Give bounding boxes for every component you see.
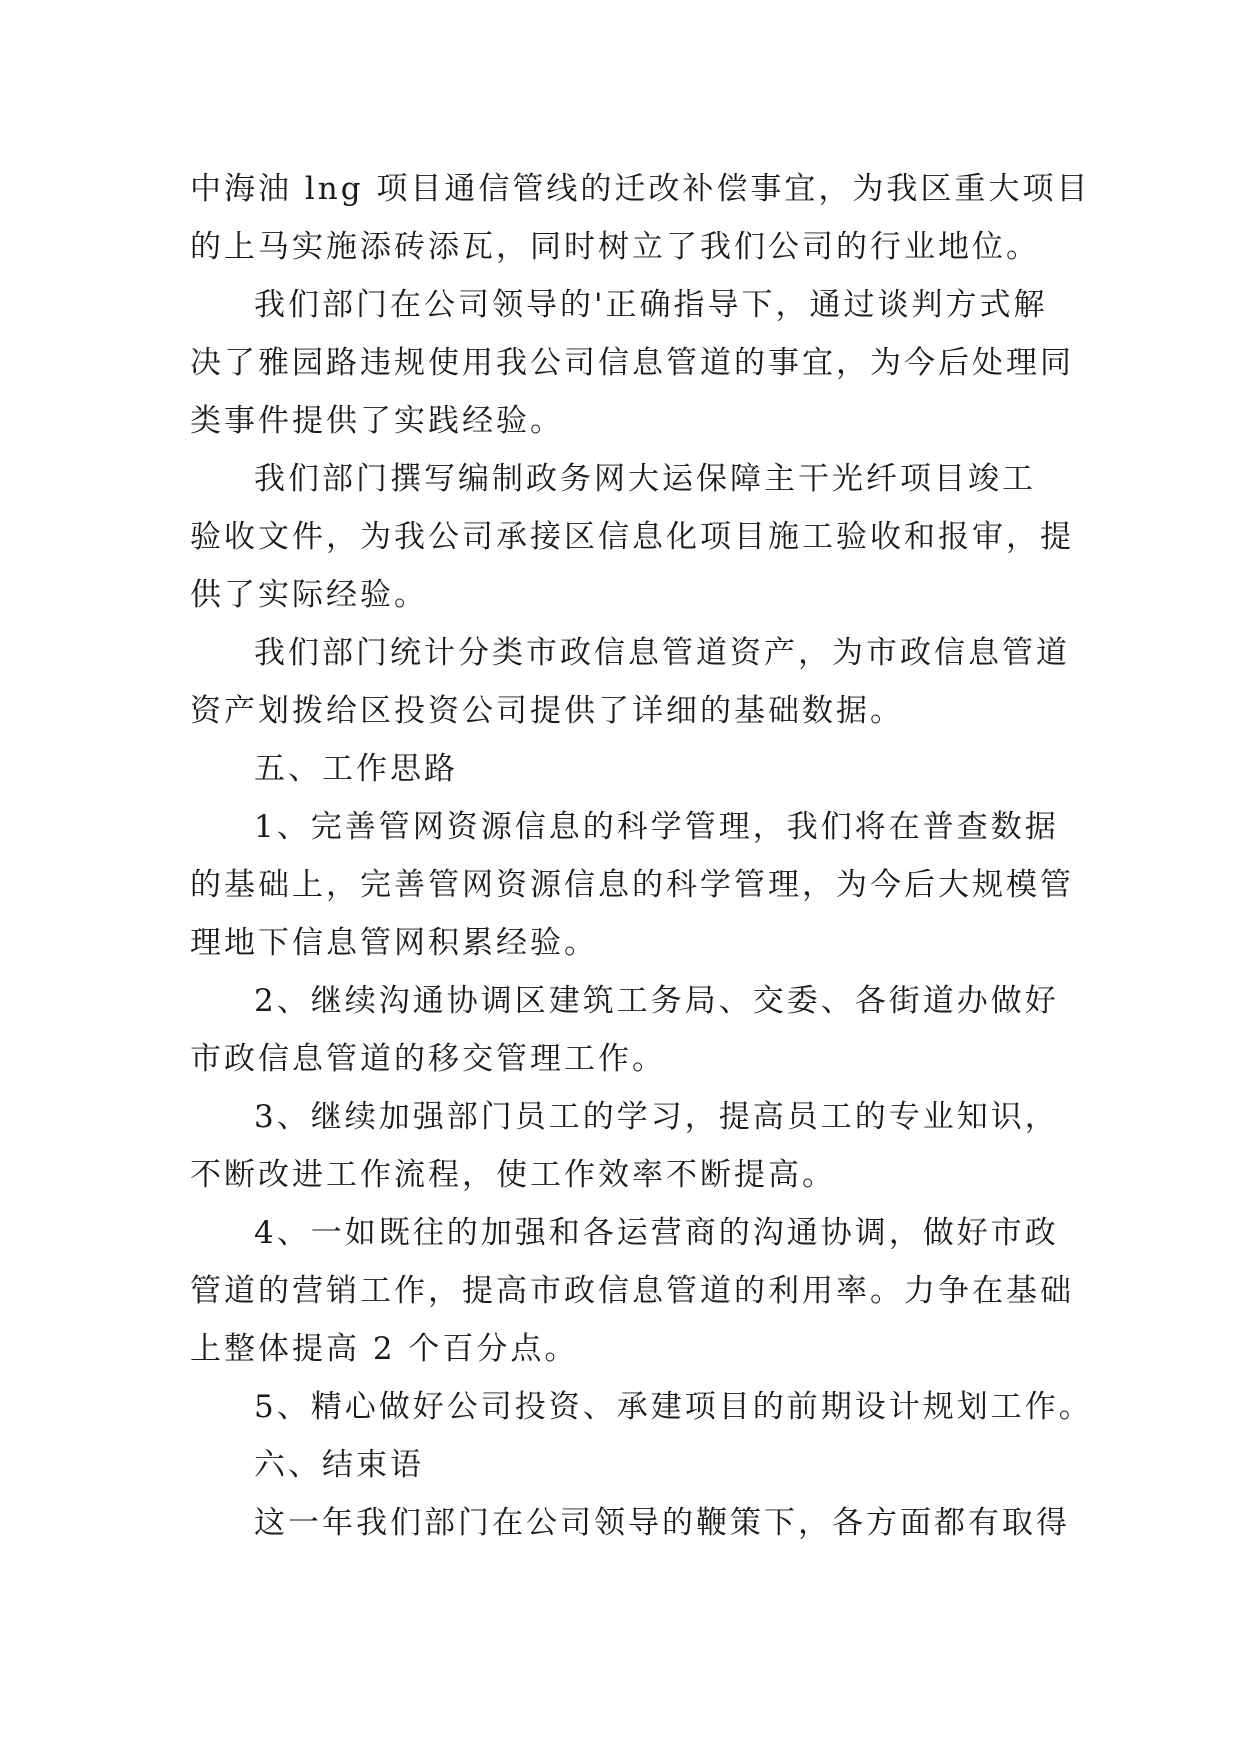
text-line: 的基础上，完善管网资源信息的科学管理，为今后大规模管 bbox=[190, 867, 1074, 903]
text-line: 类事件提供了实践经验。 bbox=[190, 403, 564, 439]
text-line: 中海油 lng 项目通信管线的迁改补偿事宜，为我区重大项目 bbox=[190, 171, 1091, 207]
text-line: 理地下信息管网积累经验。 bbox=[190, 925, 598, 961]
text-line: 验收文件，为我公司承接区信息化项目施工验收和报审，提 bbox=[190, 519, 1074, 555]
section-heading: 六、结束语 bbox=[254, 1447, 424, 1483]
text-line: 不断改进工作流程，使工作效率不断提高。 bbox=[190, 1157, 836, 1193]
document-body bbox=[190, 160, 1093, 1552]
paragraph-start-line: 我们部门统计分类市政信息管道资产，为市政信息管道 bbox=[254, 635, 1070, 671]
paragraph-start-line: 这一年我们部门在公司领导的鞭策下，各方面都有取得 bbox=[254, 1505, 1070, 1541]
paragraph-start-line: 2、继续沟通协调区建筑工务局、交委、各街道办做好 bbox=[254, 983, 1059, 1019]
text-line: 资产划拨给区投资公司提供了详细的基础数据。 bbox=[190, 693, 904, 729]
text-line: 的上马实施添砖添瓦，同时树立了我们公司的行业地位。 bbox=[190, 229, 1040, 265]
text-line: 供了实际经验。 bbox=[190, 577, 428, 613]
paragraph-start-line: 3、继续加强部门员工的学习，提高员工的专业知识， bbox=[254, 1099, 1059, 1135]
text-line: 市政信息管道的移交管理工作。 bbox=[190, 1041, 666, 1077]
paragraph-start-line: 我们部门撰写编制政务网大运保障主干光纤项目竣工 bbox=[254, 461, 1036, 497]
text-line: 管道的营销工作，提高市政信息管道的利用率。力争在基础 bbox=[190, 1273, 1074, 1309]
paragraph-start-line: 我们部门在公司领导的'正确指导下，通过谈判方式解 bbox=[254, 287, 1048, 323]
paragraph-start-line: 4、一如既往的加强和各运营商的沟通协调，做好市政 bbox=[254, 1215, 1059, 1251]
text-line: 决了雅园路违规使用我公司信息管道的事宜，为今后处理同 bbox=[190, 345, 1074, 381]
section-heading: 五、工作思路 bbox=[254, 751, 458, 787]
text-line: 上整体提高 2 个百分点。 bbox=[190, 1331, 579, 1367]
paragraph-start-line: 5、精心做好公司投资、承建项目的前期设计规划工作。 bbox=[254, 1389, 1093, 1425]
paragraph-start-line: 1、完善管网资源信息的科学管理，我们将在普查数据 bbox=[254, 809, 1059, 845]
